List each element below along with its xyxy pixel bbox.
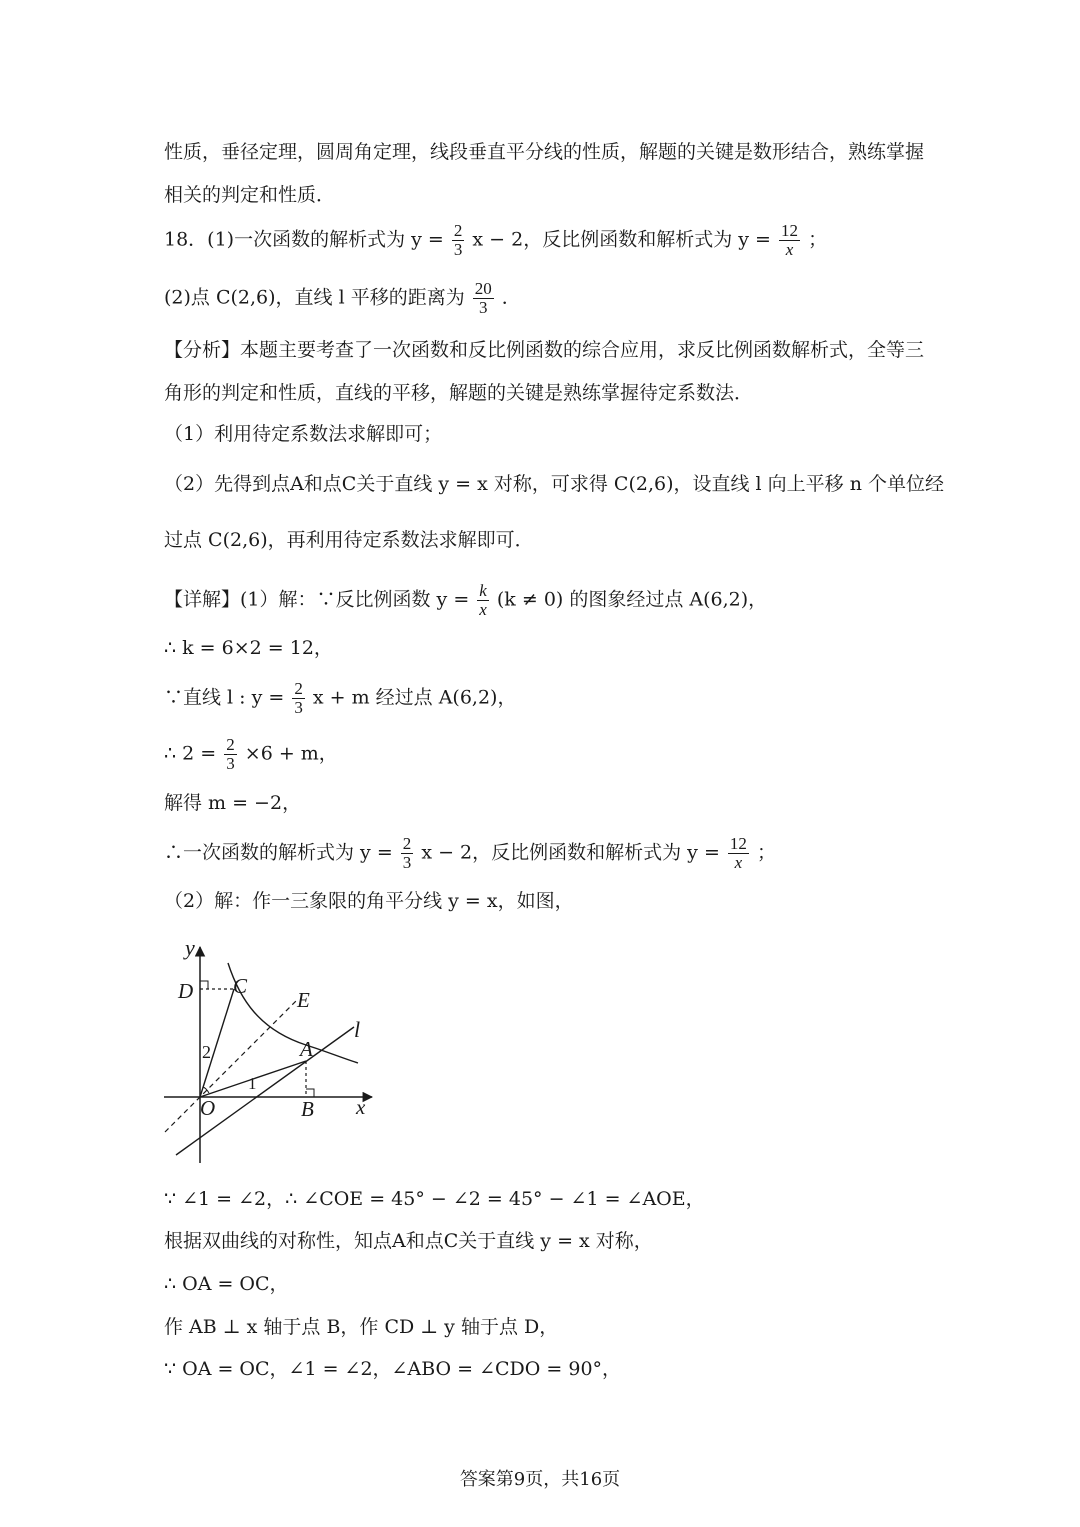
text-line: 相关的判定和性质． — [164, 184, 336, 206]
detail-line-1: 【详解】(1）解：∵反比例函数 y = $\frac{k}{x}$ (k ≠ 0) 的图象经过点 A(6,2)， — [164, 581, 768, 619]
coordinate-figure — [160, 935, 390, 1170]
label-A: A — [300, 1037, 313, 1061]
page-footer: 答案第9页，共16页 — [459, 1469, 621, 1490]
answer-18-part1: 18．(1)一次函数的解析式为 y = $\frac{2}{3}$ x − 2，反比例函数和解析式为 y = $\frac{12}{x}$ ； — [164, 221, 828, 259]
detail-line-2: ∴ k = 6×2 = 12， — [164, 637, 333, 659]
fraction: $\frac{12}{x}$ — [781, 221, 799, 259]
answer-18-part2: (2)点 C(2,6)，直线 l 平移的距离为 $\frac{20}{3}$ ． — [164, 279, 521, 317]
detail-line-3: ∵直线 l : y = $\frac{2}{3}$ x + m 经过点 A(6,2)， — [164, 679, 517, 717]
answer-18-part1-prefix: 18．(1)一次函数的解析式为 y = — [164, 228, 444, 251]
label-2: 2 — [202, 1042, 211, 1062]
detail-line-5: 解得 m = −2， — [164, 792, 302, 814]
text-line: 性质，垂径定理，圆周角定理，线段垂直平分线的性质，解题的关键是数形结合，熟练掌握 — [164, 141, 925, 163]
label-D: D — [178, 979, 194, 1003]
detail-line-7: （2）解：作一三象限的角平分线 y = x，如图， — [164, 890, 574, 912]
fraction: $\frac{k}{x}$ — [479, 581, 487, 619]
analysis-line: 【分析】本题主要考查了一次函数和反比例函数的综合应用，求反比例函数解析式，全等三 — [164, 339, 925, 361]
label-E: E — [297, 988, 310, 1012]
analysis-step-2: （2）先得到点A和点C关于直线 y = x 对称，可求得 C(2,6)，设直线 l 向上平移 n 个单位经 — [164, 473, 944, 495]
fraction: $\frac{2}{3}$ — [294, 679, 303, 717]
fraction: $\frac{12}{x}$ — [729, 834, 747, 872]
detail-line-4: ∴ 2 = $\frac{2}{3}$ ×6 + m， — [164, 735, 338, 773]
fraction: $\frac{2}{3}$ — [402, 834, 412, 872]
analysis-step-1: （1）利用待定系数法求解即可； — [164, 423, 443, 445]
right-angle-D — [200, 981, 208, 989]
proof-line-1: ∵ ∠1 = ∠2，∴ ∠COE = 45° − ∠2 = 45° − ∠1 = ∠AOE， — [164, 1188, 705, 1210]
fraction: $\frac{2}{3}$ — [226, 735, 235, 773]
proof-line-2: 根据双曲线的对称性，知点A和点C关于直线 y = x 对称， — [164, 1230, 653, 1252]
detail-line-6: ∴一次函数的解析式为 y = $\frac{2}{3}$ x − 2，反比例函数和解析式为 y = $\frac{12}{x}$ ； — [164, 834, 776, 872]
label-y: y — [185, 935, 195, 960]
bisector-line — [165, 999, 298, 1132]
analysis-line: 角形的判定和性质，直线的平移，解题的关键是熟练掌握待定系数法． — [164, 382, 754, 404]
angle-arc — [203, 1087, 209, 1093]
label-C: C — [233, 974, 248, 998]
label-B: B — [301, 1097, 314, 1121]
hyperbola-curve — [228, 963, 361, 1063]
proof-line-5: ∵ OA = OC，∠1 = ∠2，∠ABO = ∠CDO = 90°， — [164, 1358, 622, 1380]
proof-line-4: 作 AB ⊥ x 轴于点 B，作 CD ⊥ y 轴于点 D， — [164, 1316, 559, 1338]
proof-line-3: ∴ OA = OC， — [164, 1273, 289, 1295]
label-O: O — [200, 1096, 216, 1120]
label-1: 1 — [248, 1074, 257, 1093]
right-angle-B — [306, 1089, 314, 1097]
fraction: $\frac{2}{3}$ — [453, 221, 463, 259]
label-x: x — [356, 1095, 366, 1119]
label-l: l — [354, 1017, 361, 1042]
fraction: $\frac{20}{3}$ — [474, 279, 492, 317]
analysis-step-2-cont: 过点 C(2,6)，再利用待定系数法求解即可． — [164, 529, 534, 551]
